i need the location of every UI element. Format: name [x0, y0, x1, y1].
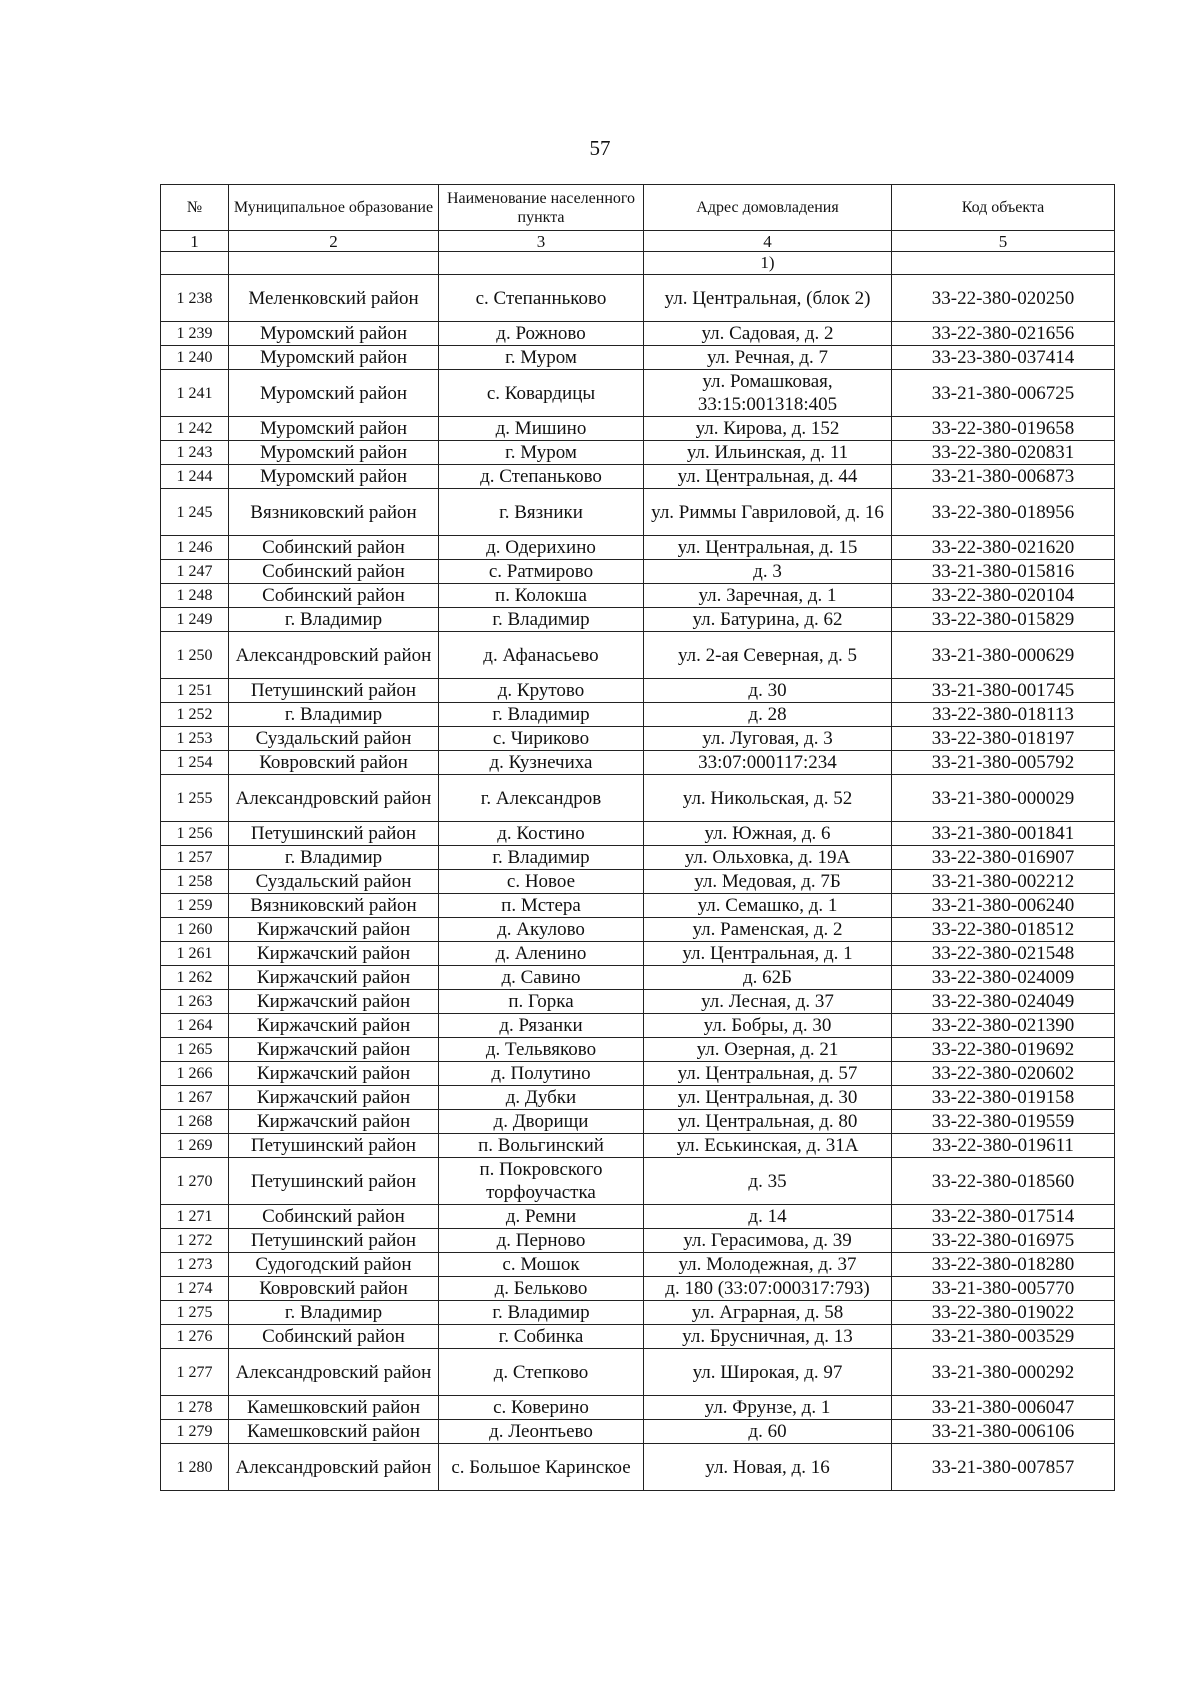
page-number: 57 — [589, 136, 611, 160]
settlement-cell: г. Александров — [439, 775, 644, 822]
column-number: 3 — [439, 231, 644, 252]
note-row — [161, 252, 1115, 275]
settlement-cell: с. Большое Каринское — [439, 1444, 644, 1491]
municipality-cell: Петушинский район — [229, 1134, 439, 1158]
address-cell: д. 14 — [644, 1205, 892, 1229]
municipality-cell: г. Владимир — [229, 608, 439, 632]
address-cell: ул. Риммы Гавриловой, д. 16 — [644, 489, 892, 536]
row-number: 1 272 — [161, 1229, 229, 1253]
settlement-cell: с. Ковардицы — [439, 370, 644, 417]
settlement-cell: д. Дворищи — [439, 1110, 644, 1134]
municipality-cell: Петушинский район — [229, 679, 439, 703]
municipality-cell: Муромский район — [229, 441, 439, 465]
address-cell: ул. Луговая, д. 3 — [644, 727, 892, 751]
settlement-cell: с. Ратмирово — [439, 560, 644, 584]
municipality-cell: Петушинский район — [229, 822, 439, 846]
row-number: 1 275 — [161, 1301, 229, 1325]
table-row — [161, 370, 1115, 417]
municipality-cell: Петушинский район — [229, 1158, 439, 1205]
municipality-cell: Муромский район — [229, 370, 439, 417]
row-number: 1 269 — [161, 1134, 229, 1158]
row-number: 1 265 — [161, 1038, 229, 1062]
row-number: 1 278 — [161, 1396, 229, 1420]
object-code-cell: 33-21-380-001745 — [892, 679, 1115, 703]
object-code-cell: 33-22-380-019692 — [892, 1038, 1115, 1062]
table-row — [161, 679, 1115, 703]
header-municipality: Муниципальное образование — [229, 185, 439, 231]
settlement-cell: п. Мстера — [439, 894, 644, 918]
table-row — [161, 489, 1115, 536]
object-code-cell: 33-22-380-021656 — [892, 322, 1115, 346]
settlement-cell: п. Вольгинский — [439, 1134, 644, 1158]
municipality-cell: Собинский район — [229, 536, 439, 560]
row-number: 1 271 — [161, 1205, 229, 1229]
settlement-cell: г. Собинка — [439, 1325, 644, 1349]
address-cell: ул. Раменская, д. 2 — [644, 918, 892, 942]
row-number: 1 261 — [161, 942, 229, 966]
settlement-cell: г. Владимир — [439, 703, 644, 727]
municipality-cell: Меленковский район — [229, 275, 439, 322]
header-no: № — [161, 185, 229, 231]
object-code-cell: 33-21-380-006725 — [892, 370, 1115, 417]
table-row — [161, 1205, 1115, 1229]
municipality-cell: Собинский район — [229, 584, 439, 608]
settlement-cell: п. Покровского торфоучастка — [439, 1158, 644, 1205]
row-number: 1 259 — [161, 894, 229, 918]
column-number: 2 — [229, 231, 439, 252]
address-cell: д. 28 — [644, 703, 892, 727]
address-cell: ул. Кирова, д. 152 — [644, 417, 892, 441]
municipality-cell: Александровский район — [229, 1349, 439, 1396]
object-code-cell: 33-22-380-016975 — [892, 1229, 1115, 1253]
address-cell: д. 30 — [644, 679, 892, 703]
object-code-cell: 33-22-380-020104 — [892, 584, 1115, 608]
object-code-cell: 33-22-380-020831 — [892, 441, 1115, 465]
object-code-cell: 33-22-380-018512 — [892, 918, 1115, 942]
table-row — [161, 1420, 1115, 1444]
row-number: 1 253 — [161, 727, 229, 751]
municipality-cell: Муромский район — [229, 465, 439, 489]
object-code-cell: 33-22-380-021620 — [892, 536, 1115, 560]
object-code-cell: 33-21-380-000029 — [892, 775, 1115, 822]
municipality-cell: Собинский район — [229, 1325, 439, 1349]
municipality-cell: Александровский район — [229, 1444, 439, 1491]
table-row — [161, 1325, 1115, 1349]
municipality-cell: Собинский район — [229, 1205, 439, 1229]
address-cell: ул. Центральная, д. 15 — [644, 536, 892, 560]
address-cell: ул. Фрунзе, д. 1 — [644, 1396, 892, 1420]
settlement-cell: г. Муром — [439, 441, 644, 465]
table-row — [161, 1038, 1115, 1062]
table-row — [161, 894, 1115, 918]
row-number: 1 251 — [161, 679, 229, 703]
row-number: 1 276 — [161, 1325, 229, 1349]
municipality-cell: г. Владимир — [229, 703, 439, 727]
object-code-cell: 33-22-380-020602 — [892, 1062, 1115, 1086]
settlement-cell: д. Костино — [439, 822, 644, 846]
row-number: 1 247 — [161, 560, 229, 584]
municipality-cell: Собинский район — [229, 560, 439, 584]
address-cell: ул. Ромашковая, 33:15:001318:405 — [644, 370, 892, 417]
municipality-cell: Киржачский район — [229, 1038, 439, 1062]
address-cell: д. 62Б — [644, 966, 892, 990]
table-row — [161, 966, 1115, 990]
municipality-cell: Вязниковский район — [229, 894, 439, 918]
object-code-cell: 33-22-380-019022 — [892, 1301, 1115, 1325]
column-number: 5 — [892, 231, 1115, 252]
table-row — [161, 346, 1115, 370]
row-number: 1 238 — [161, 275, 229, 322]
table-row — [161, 1158, 1115, 1205]
municipality-cell: Александровский район — [229, 632, 439, 679]
settlement-cell: д. Акулово — [439, 918, 644, 942]
row-number: 1 239 — [161, 322, 229, 346]
address-cell: ул. Батурина, д. 62 — [644, 608, 892, 632]
settlement-cell: д. Рязанки — [439, 1014, 644, 1038]
settlement-cell: с. Степанньково — [439, 275, 644, 322]
municipality-cell: Ковровский район — [229, 1277, 439, 1301]
table-row — [161, 1301, 1115, 1325]
address-cell: ул. Садовая, д. 2 — [644, 322, 892, 346]
table-row — [161, 870, 1115, 894]
address-cell: ул. Семашко, д. 1 — [644, 894, 892, 918]
settlement-cell: г. Муром — [439, 346, 644, 370]
row-number: 1 242 — [161, 417, 229, 441]
table-row — [161, 441, 1115, 465]
header-settlement: Наименование населенного пункта — [439, 185, 644, 231]
address-cell: д. 35 — [644, 1158, 892, 1205]
table-row — [161, 536, 1115, 560]
settlement-cell: п. Колокша — [439, 584, 644, 608]
settlement-cell: г. Вязники — [439, 489, 644, 536]
table-row — [161, 1277, 1115, 1301]
settlement-cell: с. Новое — [439, 870, 644, 894]
note-cell-empty — [229, 252, 439, 275]
settlement-cell: д. Кузнечиха — [439, 751, 644, 775]
address-cell: ул. 2-ая Северная, д. 5 — [644, 632, 892, 679]
row-number: 1 264 — [161, 1014, 229, 1038]
table-row — [161, 990, 1115, 1014]
table-row — [161, 942, 1115, 966]
row-number: 1 280 — [161, 1444, 229, 1491]
row-number: 1 241 — [161, 370, 229, 417]
row-number: 1 268 — [161, 1110, 229, 1134]
row-number: 1 246 — [161, 536, 229, 560]
municipality-cell: Киржачский район — [229, 942, 439, 966]
address-cell: ул. Герасимова, д. 39 — [644, 1229, 892, 1253]
settlement-cell: д. Аленино — [439, 942, 644, 966]
address-cell: 33:07:000117:234 — [644, 751, 892, 775]
settlement-cell: п. Горка — [439, 990, 644, 1014]
address-cell: ул. Никольская, д. 52 — [644, 775, 892, 822]
settlement-cell: с. Мошок — [439, 1253, 644, 1277]
address-cell: ул. Речная, д. 7 — [644, 346, 892, 370]
object-code-cell: 33-23-380-037414 — [892, 346, 1115, 370]
settlement-cell: д. Крутово — [439, 679, 644, 703]
municipality-cell: Судогодский район — [229, 1253, 439, 1277]
table-row — [161, 417, 1115, 441]
municipality-cell: Александровский район — [229, 775, 439, 822]
table-row — [161, 632, 1115, 679]
address-cell: ул. Еськинская, д. 31А — [644, 1134, 892, 1158]
object-code-cell: 33-22-380-015829 — [892, 608, 1115, 632]
settlement-cell: д. Савино — [439, 966, 644, 990]
row-number: 1 274 — [161, 1277, 229, 1301]
row-number: 1 256 — [161, 822, 229, 846]
row-number: 1 243 — [161, 441, 229, 465]
object-code-cell: 33-21-380-015816 — [892, 560, 1115, 584]
object-code-cell: 33-21-380-003529 — [892, 1325, 1115, 1349]
row-number: 1 248 — [161, 584, 229, 608]
table-row — [161, 1014, 1115, 1038]
table-row — [161, 1110, 1115, 1134]
object-code-cell: 33-22-380-019559 — [892, 1110, 1115, 1134]
object-code-cell: 33-21-380-001841 — [892, 822, 1115, 846]
object-code-cell: 33-21-380-005792 — [892, 751, 1115, 775]
municipality-cell: Киржачский район — [229, 990, 439, 1014]
table-row — [161, 1444, 1115, 1491]
municipality-cell: Камешковский район — [229, 1396, 439, 1420]
object-code-cell: 33-22-380-024009 — [892, 966, 1115, 990]
column-number: 1 — [161, 231, 229, 252]
address-cell: ул. Ильинская, д. 11 — [644, 441, 892, 465]
object-code-cell: 33-21-380-006240 — [892, 894, 1115, 918]
address-cell: ул. Медовая, д. 7Б — [644, 870, 892, 894]
table-row — [161, 822, 1115, 846]
address-cell: ул. Центральная, д. 57 — [644, 1062, 892, 1086]
object-code-cell: 33-22-380-021390 — [892, 1014, 1115, 1038]
municipality-cell: Муромский район — [229, 346, 439, 370]
table-row — [161, 775, 1115, 822]
row-number: 1 250 — [161, 632, 229, 679]
address-cell: ул. Лесная, д. 37 — [644, 990, 892, 1014]
object-code-cell: 33-22-380-016907 — [892, 846, 1115, 870]
table-row — [161, 751, 1115, 775]
row-number: 1 255 — [161, 775, 229, 822]
row-number: 1 258 — [161, 870, 229, 894]
municipality-cell: Петушинский район — [229, 1229, 439, 1253]
municipality-cell: Камешковский район — [229, 1420, 439, 1444]
table-row — [161, 584, 1115, 608]
row-number: 1 266 — [161, 1062, 229, 1086]
municipality-cell: Киржачский район — [229, 1062, 439, 1086]
row-number: 1 240 — [161, 346, 229, 370]
address-cell: д. 3 — [644, 560, 892, 584]
address-cell: ул. Озерная, д. 21 — [644, 1038, 892, 1062]
address-cell: ул. Центральная, (блок 2) — [644, 275, 892, 322]
address-cell: д. 60 — [644, 1420, 892, 1444]
object-code-cell: 33-22-380-019158 — [892, 1086, 1115, 1110]
row-number: 1 270 — [161, 1158, 229, 1205]
table-row — [161, 1396, 1115, 1420]
object-code-cell: 33-22-380-018197 — [892, 727, 1115, 751]
object-code-cell: 33-22-380-020250 — [892, 275, 1115, 322]
header-code: Код объекта — [892, 185, 1115, 231]
object-code-cell: 33-22-380-017514 — [892, 1205, 1115, 1229]
object-code-cell: 33-21-380-007857 — [892, 1444, 1115, 1491]
row-number: 1 244 — [161, 465, 229, 489]
column-number: 4 — [644, 231, 892, 252]
object-code-cell: 33-21-380-006106 — [892, 1420, 1115, 1444]
table-row — [161, 918, 1115, 942]
address-cell: ул. Брусничная, д. 13 — [644, 1325, 892, 1349]
municipality-cell: Вязниковский район — [229, 489, 439, 536]
row-number: 1 262 — [161, 966, 229, 990]
header-row — [161, 185, 1115, 231]
object-code-cell: 33-21-380-000292 — [892, 1349, 1115, 1396]
table-row — [161, 1086, 1115, 1110]
note-cell-empty — [439, 252, 644, 275]
table-row — [161, 1062, 1115, 1086]
municipality-cell: Ковровский район — [229, 751, 439, 775]
address-cell: ул. Южная, д. 6 — [644, 822, 892, 846]
note-cell-empty — [161, 252, 229, 275]
settlement-cell: г. Владимир — [439, 608, 644, 632]
row-number: 1 257 — [161, 846, 229, 870]
municipality-cell: Суздальский район — [229, 727, 439, 751]
address-cell: ул. Центральная, д. 30 — [644, 1086, 892, 1110]
column-number-row — [161, 231, 1115, 252]
settlement-cell: д. Бельково — [439, 1277, 644, 1301]
settlement-cell: г. Владимир — [439, 846, 644, 870]
settlement-cell: д. Тельвяково — [439, 1038, 644, 1062]
municipality-cell: Киржачский район — [229, 1014, 439, 1038]
settlement-cell: д. Степаньково — [439, 465, 644, 489]
settlement-cell: д. Степково — [439, 1349, 644, 1396]
row-number: 1 279 — [161, 1420, 229, 1444]
municipality-cell: г. Владимир — [229, 846, 439, 870]
table-row — [161, 703, 1115, 727]
address-cell: ул. Заречная, д. 1 — [644, 584, 892, 608]
municipality-cell: Киржачский район — [229, 966, 439, 990]
table-row — [161, 1134, 1115, 1158]
object-code-cell: 33-21-380-006047 — [892, 1396, 1115, 1420]
settlement-cell: д. Дубки — [439, 1086, 644, 1110]
municipality-cell: Киржачский район — [229, 1110, 439, 1134]
object-code-cell: 33-22-380-018280 — [892, 1253, 1115, 1277]
settlement-cell: д. Мишино — [439, 417, 644, 441]
municipality-cell: Муромский район — [229, 417, 439, 441]
municipality-cell: Киржачский район — [229, 1086, 439, 1110]
municipality-cell: Суздальский район — [229, 870, 439, 894]
settlement-cell: д. Афанасьево — [439, 632, 644, 679]
settlement-cell: д. Леонтьево — [439, 1420, 644, 1444]
address-cell: д. 180 (33:07:000317:793) — [644, 1277, 892, 1301]
table-row — [161, 727, 1115, 751]
address-cell: ул. Центральная, д. 44 — [644, 465, 892, 489]
object-code-cell: 33-21-380-005770 — [892, 1277, 1115, 1301]
settlement-cell: д. Полутино — [439, 1062, 644, 1086]
table-row — [161, 465, 1115, 489]
address-cell: ул. Аграрная, д. 58 — [644, 1301, 892, 1325]
row-number: 1 273 — [161, 1253, 229, 1277]
table-row — [161, 1229, 1115, 1253]
settlement-cell: д. Перново — [439, 1229, 644, 1253]
table-row — [161, 846, 1115, 870]
settlement-cell: г. Владимир — [439, 1301, 644, 1325]
row-number: 1 260 — [161, 918, 229, 942]
object-code-cell: 33-22-380-018956 — [892, 489, 1115, 536]
table-row — [161, 275, 1115, 322]
object-code-cell: 33-22-380-021548 — [892, 942, 1115, 966]
settlement-cell: д. Рожново — [439, 322, 644, 346]
address-cell: ул. Молодежная, д. 37 — [644, 1253, 892, 1277]
municipality-cell: Киржачский район — [229, 918, 439, 942]
address-cell: ул. Центральная, д. 80 — [644, 1110, 892, 1134]
note-cell-empty — [892, 252, 1115, 275]
object-code-cell: 33-22-380-018113 — [892, 703, 1115, 727]
settlement-cell: д. Ремни — [439, 1205, 644, 1229]
table-row — [161, 1349, 1115, 1396]
row-number: 1 252 — [161, 703, 229, 727]
address-cell: ул. Широкая, д. 97 — [644, 1349, 892, 1396]
table-body — [161, 275, 1115, 1491]
registry-table — [160, 184, 1115, 1491]
table-row — [161, 608, 1115, 632]
row-number: 1 277 — [161, 1349, 229, 1396]
object-code-cell: 33-22-380-019658 — [892, 417, 1115, 441]
municipality-cell: Муромский район — [229, 322, 439, 346]
object-code-cell: 33-22-380-024049 — [892, 990, 1115, 1014]
address-cell: ул. Бобры, д. 30 — [644, 1014, 892, 1038]
header-address: Адрес домовладения — [644, 185, 892, 231]
row-number: 1 245 — [161, 489, 229, 536]
row-number: 1 254 — [161, 751, 229, 775]
municipality-cell: г. Владимир — [229, 1301, 439, 1325]
table-row — [161, 1253, 1115, 1277]
row-number: 1 263 — [161, 990, 229, 1014]
address-cell: ул. Центральная, д. 1 — [644, 942, 892, 966]
table-row — [161, 322, 1115, 346]
note-cell: 1) — [644, 252, 892, 275]
object-code-cell: 33-22-380-018560 — [892, 1158, 1115, 1205]
object-code-cell: 33-21-380-002212 — [892, 870, 1115, 894]
table-row — [161, 560, 1115, 584]
settlement-cell: д. Одерихино — [439, 536, 644, 560]
settlement-cell: с. Чириково — [439, 727, 644, 751]
row-number: 1 249 — [161, 608, 229, 632]
address-cell: ул. Новая, д. 16 — [644, 1444, 892, 1491]
object-code-cell: 33-22-380-019611 — [892, 1134, 1115, 1158]
object-code-cell: 33-21-380-000629 — [892, 632, 1115, 679]
address-cell: ул. Ольховка, д. 19А — [644, 846, 892, 870]
object-code-cell: 33-21-380-006873 — [892, 465, 1115, 489]
settlement-cell: с. Коверино — [439, 1396, 644, 1420]
row-number: 1 267 — [161, 1086, 229, 1110]
